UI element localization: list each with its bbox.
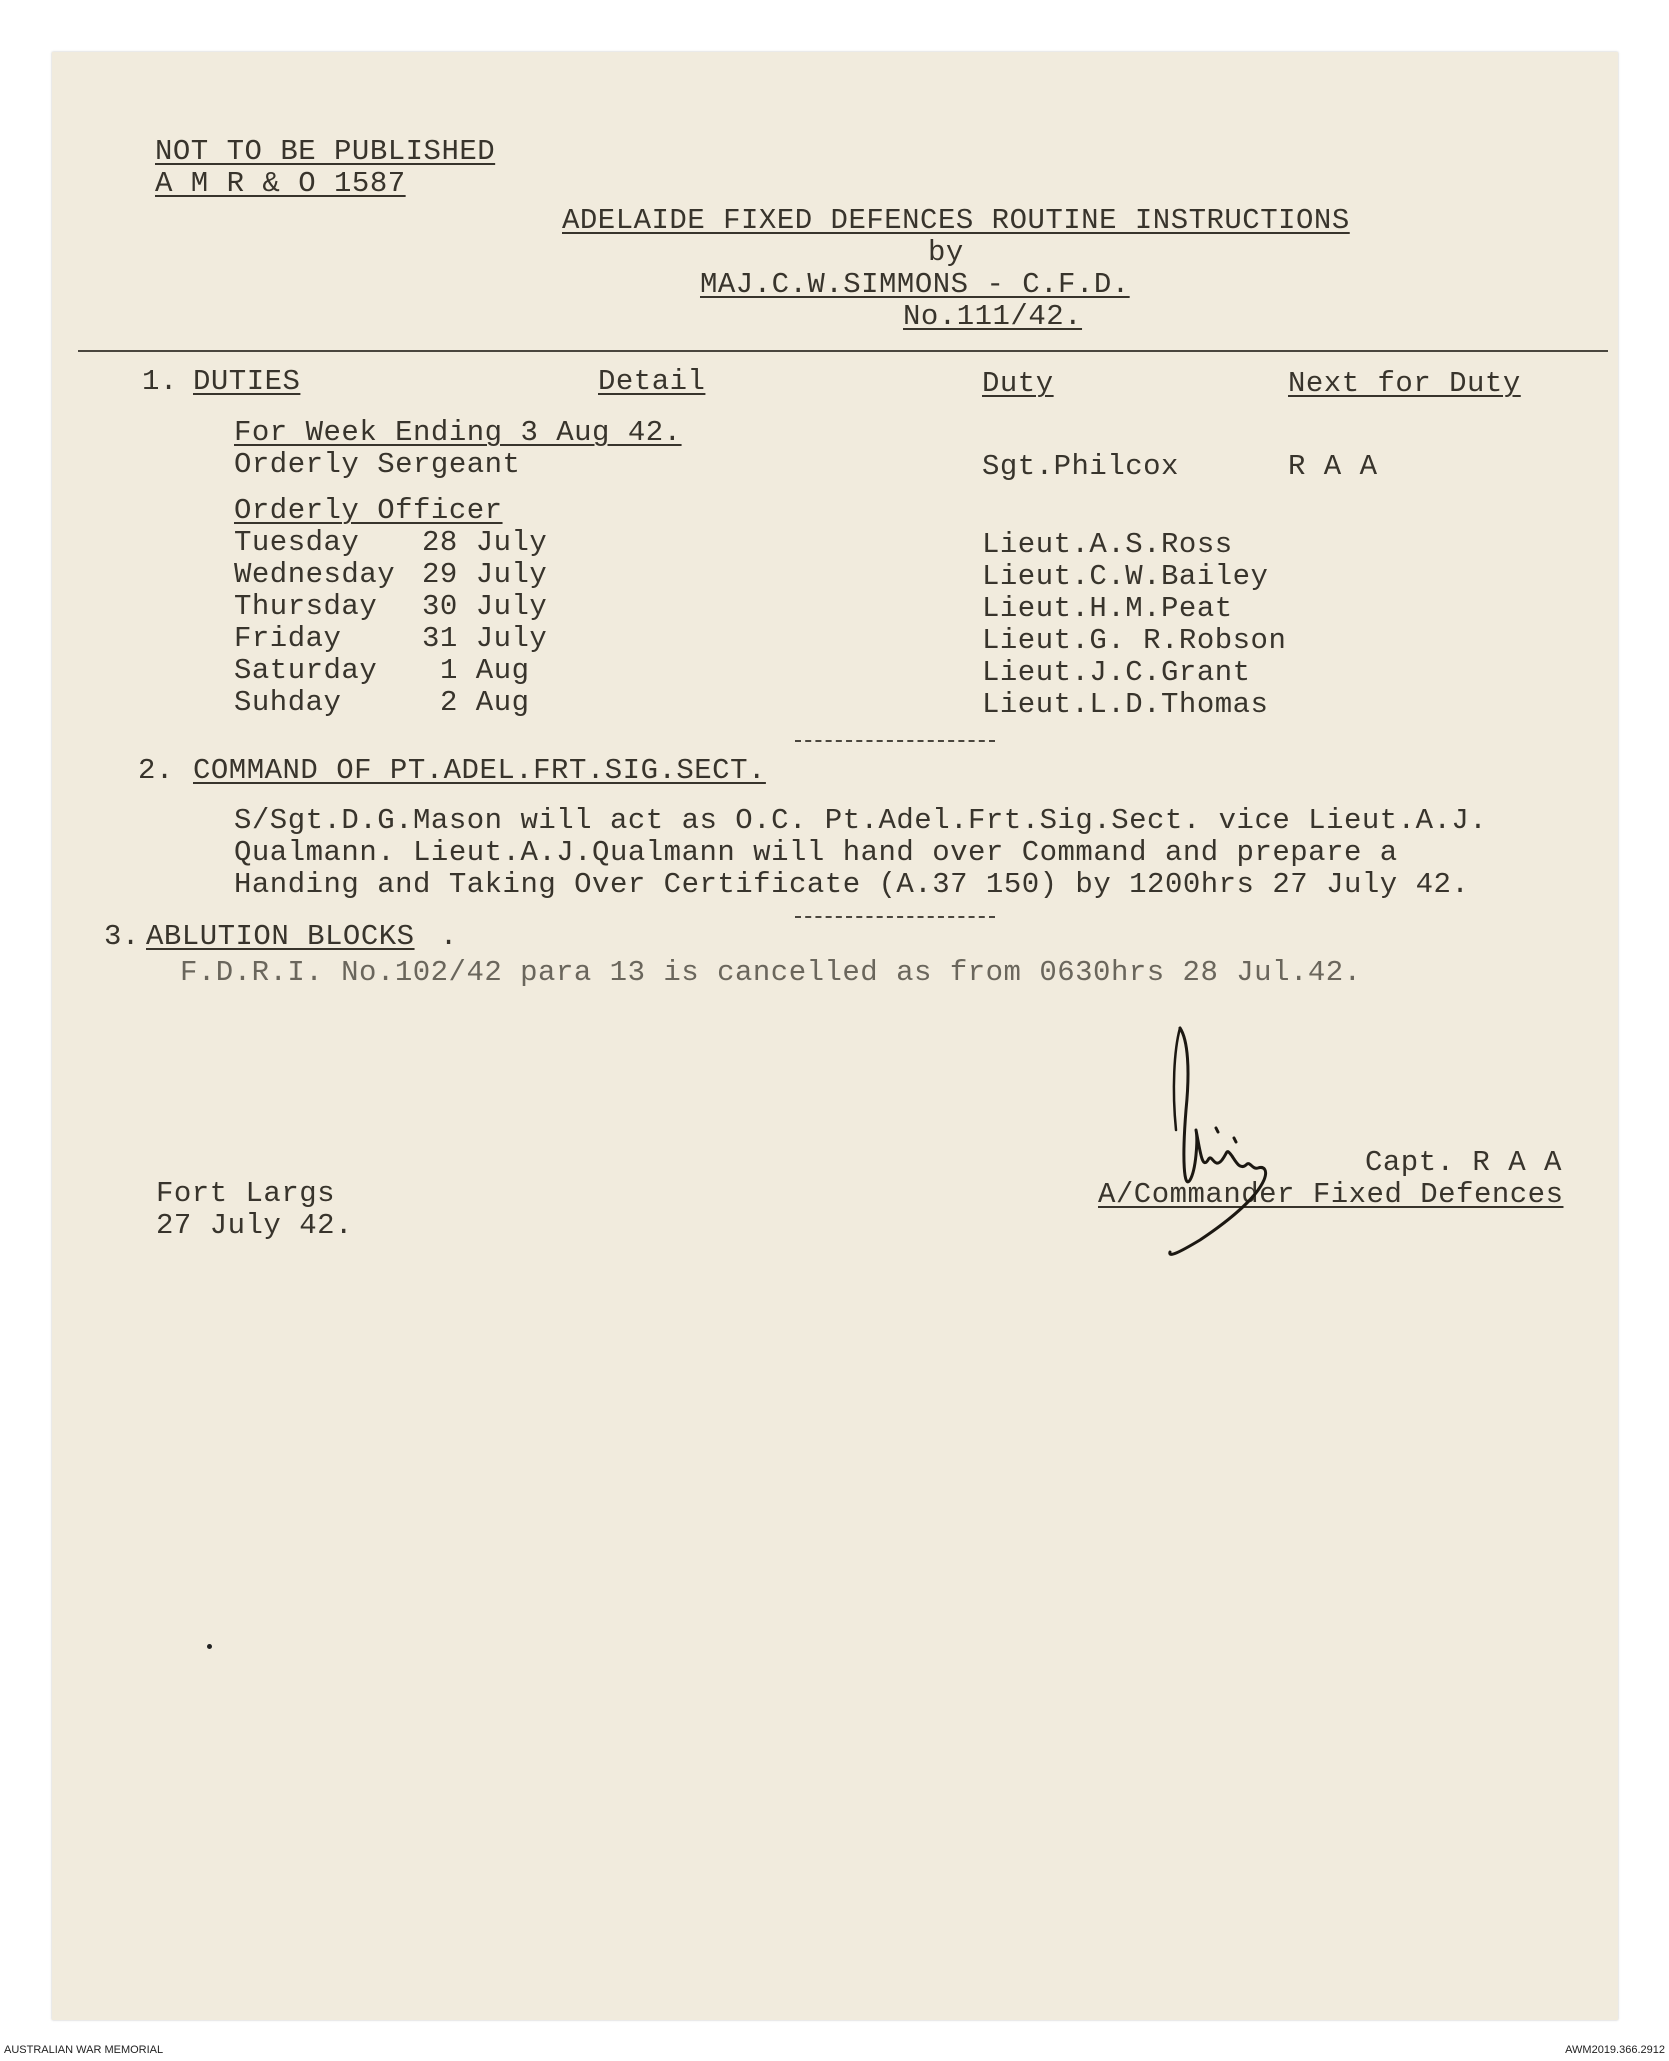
orderly-sergeant-name: Sgt.Philcox	[982, 450, 1179, 483]
place: Fort Largs	[156, 1177, 336, 1210]
signatory-appointment: A/Commander Fixed Defences	[1098, 1178, 1564, 1211]
roster-day: Saturday	[234, 654, 378, 687]
command-number: 2.	[138, 754, 174, 787]
roster-date: 28 July	[422, 526, 548, 559]
roster-day: Tuesday	[234, 526, 360, 559]
ablution-text: F.D.R.I. No.102/42 para 13 is cancelled as from 0630hrs 28 Jul.42.	[180, 956, 1362, 989]
ablution-heading-suffix: .	[422, 920, 458, 953]
section-divider	[795, 740, 995, 742]
orderly-officer-label: Orderly Officer	[234, 494, 503, 527]
ablution-number: 3.	[104, 920, 140, 953]
roster-date: 30 July	[422, 590, 548, 623]
orderly-sergeant-next: R A A	[1288, 450, 1378, 483]
column-header-duty: Duty	[982, 367, 1054, 400]
ablution-heading: ABLUTION BLOCKS	[146, 920, 415, 953]
signatory-rank: Capt. R A A	[1365, 1146, 1562, 1179]
roster-officer: Lieut.L.D.Thomas	[982, 688, 1269, 721]
section-divider	[795, 916, 995, 918]
signature-mark	[1160, 1020, 1330, 1270]
command-line: S/Sgt.D.G.Mason will act as O.C. Pt.Adel.Frt.Sig.Sect. vice Lieut.A.J.	[234, 804, 1488, 837]
roster-date: 31 July	[422, 622, 548, 655]
footer-accession-number: AWM2019.366.2912	[1565, 2044, 1665, 2056]
footer-institution: AUSTRALIAN WAR MEMORIAL	[4, 2044, 164, 2056]
roster-officer: Lieut.G. R.Robson	[982, 624, 1287, 657]
command-line: Handing and Taking Over Certificate (A.37 150) by 1200hrs 27 July 42.	[234, 868, 1470, 901]
column-header-next: Next for Duty	[1288, 367, 1521, 400]
roster-officer: Lieut.A.S.Ross	[982, 528, 1233, 561]
column-header-detail: Detail	[598, 365, 706, 398]
roster-officer: Lieut.H.M.Peat	[982, 592, 1233, 625]
command-heading: COMMAND OF PT.ADEL.FRT.SIG.SECT.	[193, 754, 766, 787]
issuing-officer: MAJ.C.W.SIMMONS - C.F.D.	[700, 268, 1130, 301]
command-line: Qualmann. Lieut.A.J.Qualmann will hand over Command and prepare a	[234, 836, 1398, 869]
document-title: ADELAIDE FIXED DEFENCES ROUTINE INSTRUCTIONS	[562, 204, 1350, 237]
roster-day: Friday	[234, 622, 342, 655]
roster-date: 29 July	[422, 558, 548, 591]
roster-officer: Lieut.J.C.Grant	[982, 656, 1251, 689]
duties-number: 1.	[142, 365, 178, 398]
week-ending: For Week Ending 3 Aug 42.	[234, 416, 682, 449]
paper-speck	[207, 1644, 212, 1649]
roster-date: 1 Aug	[440, 654, 530, 687]
roster-day: Suhday	[234, 686, 342, 719]
classification-text: NOT TO BE PUBLISHED	[155, 135, 496, 168]
instruction-number: No.111/42.	[903, 300, 1083, 333]
by-text: by	[928, 236, 964, 269]
document-sheet	[52, 52, 1618, 2020]
reference-text: A M R & O 1587	[155, 167, 406, 200]
roster-day: Thursday	[234, 590, 378, 623]
roster-day: Wednesday	[234, 558, 396, 591]
header-rule	[78, 350, 1608, 352]
duties-heading: DUTIES	[193, 365, 301, 398]
roster-date: 2 Aug	[440, 686, 530, 719]
roster-officer: Lieut.C.W.Bailey	[982, 560, 1269, 593]
date: 27 July 42.	[156, 1209, 353, 1242]
orderly-sergeant-label: Orderly Sergeant	[234, 448, 521, 481]
